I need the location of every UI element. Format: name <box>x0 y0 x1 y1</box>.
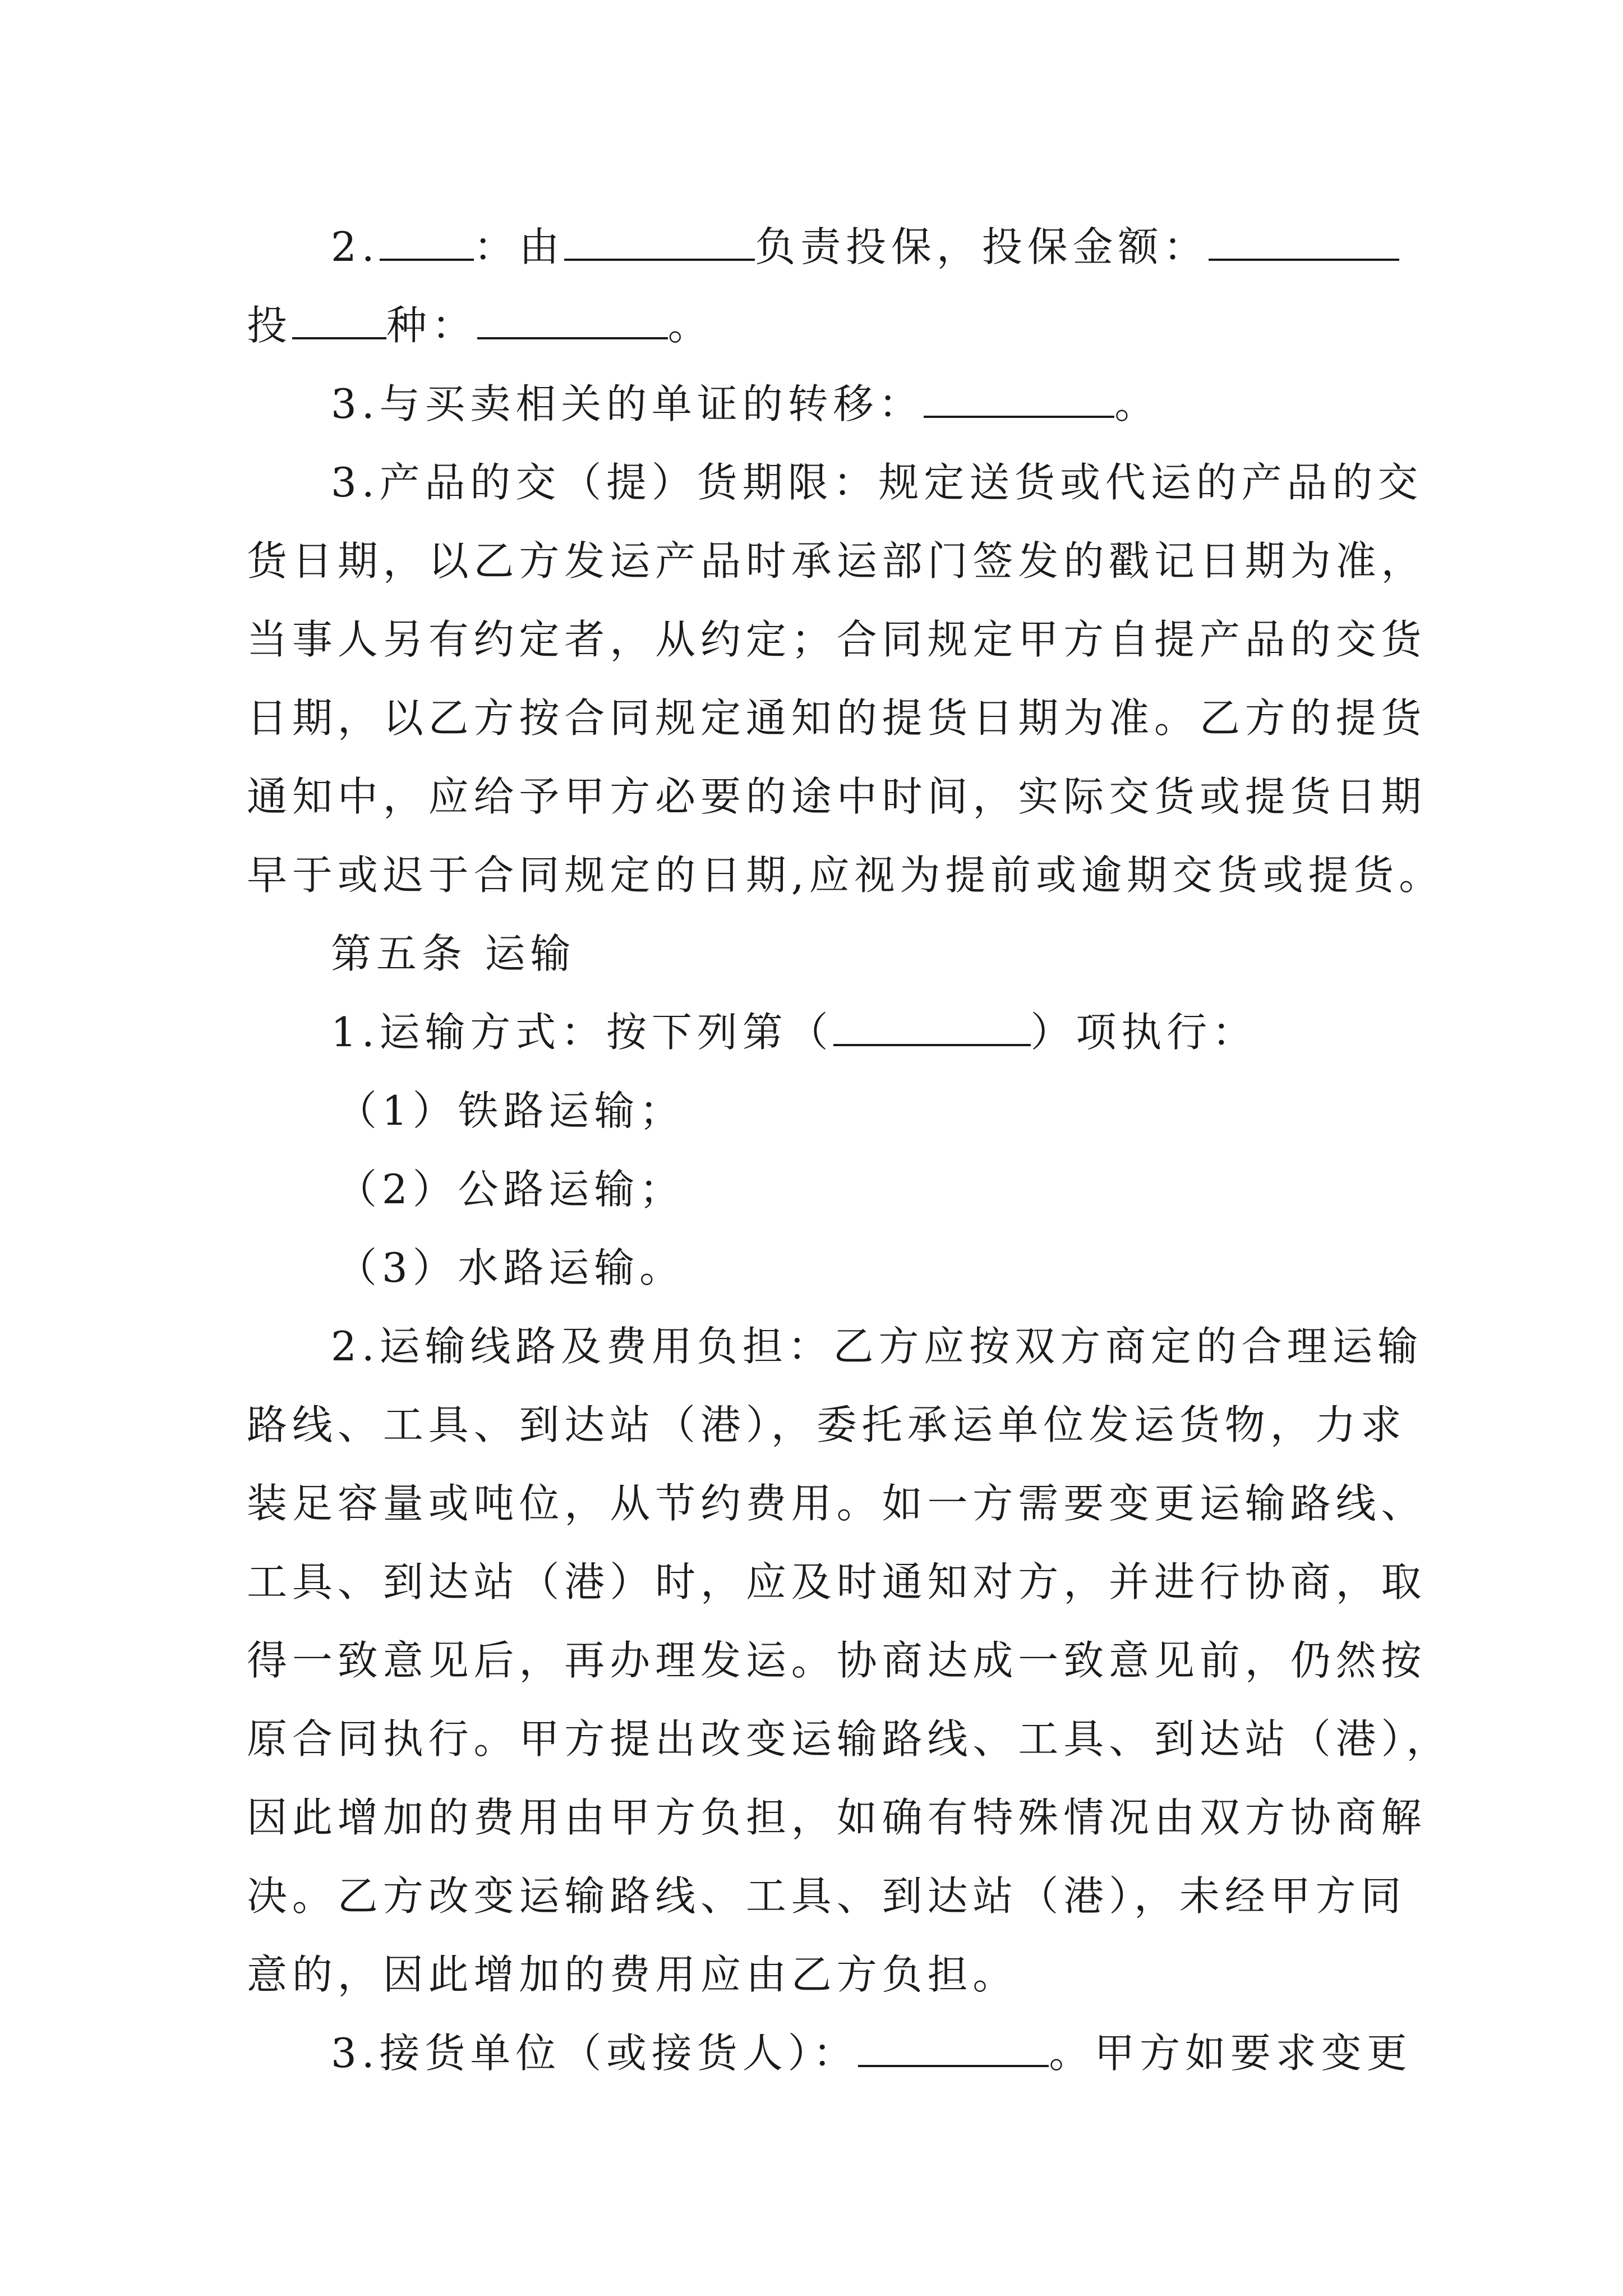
consignee-line <box>331 2014 1412 2092</box>
text-segment: ）项执行： <box>1030 1009 1258 1056</box>
transport-method-line <box>331 993 1257 1071</box>
paragraph-line: 3.产品的交（提）货期限：规定送货或代运的产品的交 <box>331 459 1423 506</box>
document-transfer-line <box>331 365 1160 443</box>
insurer-blank[interactable] <box>564 224 755 261</box>
paragraph-line: 意的，因此增加的费用应由乙方负担。 <box>247 1951 1018 1998</box>
transport-method-blank[interactable] <box>833 1009 1031 1046</box>
clause-number: 2. <box>331 223 380 270</box>
insurance-type-blank-1[interactable] <box>292 302 386 339</box>
text-segment: 3.与买卖相关的单证的转移： <box>331 380 924 427</box>
paragraph-line: 得一致意见后，再办理发运。协商达成一致意见前，仍然按 <box>247 1637 1427 1684</box>
list-item: （1）铁路运输； <box>336 1087 685 1134</box>
text-segment: 。 <box>1114 380 1160 427</box>
paragraph-line: 工具、到达站（港）时，应及时通知对方，并进行协商，取 <box>247 1558 1427 1605</box>
text-segment: 。甲方如要求变更 <box>1049 2030 1412 2077</box>
insurance-clause-line <box>331 208 1399 286</box>
paragraph-line: 装足容量或吨位，从节约费用。如一方需要变更运输路线、 <box>247 1480 1427 1527</box>
paragraph-line: 货日期，以乙方发运产品时承运部门签发的戳记日期为准， <box>247 537 1427 585</box>
paragraph-line: 通知中，应给予甲方必要的途中时间，实际交货或提货日期 <box>247 773 1427 820</box>
insured-amount-blank[interactable] <box>1209 224 1399 261</box>
text-segment: 3.接货单位（或接货人）： <box>331 2030 859 2077</box>
paragraph-line: 2.运输线路及费用负担：乙方应按双方商定的合理运输 <box>331 1323 1423 1370</box>
paragraph-line: 因此增加的费用由甲方负担，如确有特殊情况由双方协商解 <box>247 1794 1427 1841</box>
insurance-type-blank-2[interactable] <box>477 302 668 339</box>
paragraph-line: 当事人另有约定者，从约定；合同规定甲方自提产品的交货 <box>247 616 1427 663</box>
text-segment: 。 <box>667 302 713 349</box>
text-segment: 负责投保，投保金额： <box>755 223 1209 270</box>
paragraph-line: 原合同执行。甲方提出改变运输路线、工具、到达站（港）， <box>247 1715 1452 1763</box>
list-item: （3）水路运输。 <box>336 1244 685 1291</box>
text-segment: 种： <box>386 302 477 349</box>
list-item: （2）公路运输； <box>336 1166 685 1213</box>
paragraph-line: 日期，以乙方按合同规定通知的提货日期为准。乙方的提货 <box>247 694 1427 742</box>
text-segment: 1.运输方式：按下列第（ <box>331 1009 833 1056</box>
consignee-blank[interactable] <box>858 2030 1049 2067</box>
text-segment: 投 <box>247 302 292 349</box>
section-heading: 第五条 运输 <box>331 930 576 977</box>
insurance-type-line <box>247 286 713 365</box>
paragraph-line: 决。乙方改变运输路线、工具、到达站（港），未经甲方同 <box>247 1872 1407 1920</box>
paragraph-line: 早于或迟于合同规定的日期,应视为提前或逾期交货或提货。 <box>247 852 1445 899</box>
document-transfer-blank[interactable] <box>924 381 1114 418</box>
insurance-item-blank[interactable] <box>380 224 474 261</box>
paragraph-line: 路线、工具、到达站（港），委托承运单位发运货物，力求 <box>247 1401 1407 1448</box>
text-segment: ：由 <box>473 223 565 270</box>
